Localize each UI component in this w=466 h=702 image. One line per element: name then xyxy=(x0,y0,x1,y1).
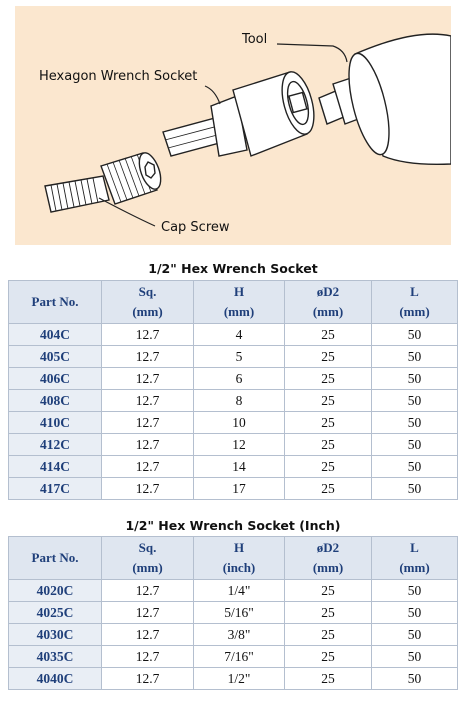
socket-diagram xyxy=(15,6,451,245)
table-row: 406C 12.7 6 25 50 xyxy=(9,368,458,390)
label-hexagon-wrench-socket: Hexagon Wrench Socket xyxy=(39,69,198,84)
header-h: H (inch) xyxy=(194,537,285,580)
table-row: 408C 12.7 8 25 50 xyxy=(9,390,458,412)
diameter-icon: ø xyxy=(316,540,324,555)
header-part-no: Part No. xyxy=(9,537,102,580)
table-row: 4030C 12.7 3/8" 25 50 xyxy=(9,624,458,646)
table-row: 4040C 12.7 1/2" 25 50 xyxy=(9,668,458,690)
diameter-icon: ø xyxy=(316,284,324,299)
table-row: 4020C 12.7 1/4" 25 50 xyxy=(9,580,458,602)
tool-drawing xyxy=(319,34,451,164)
table-row: 410C 12.7 10 25 50 xyxy=(9,412,458,434)
header-l: L (mm) xyxy=(372,281,458,324)
table-row: 405C 12.7 5 25 50 xyxy=(9,346,458,368)
table2-title: 1/2" Hex Wrench Socket (Inch) xyxy=(125,518,341,533)
header-h: H (mm) xyxy=(194,281,285,324)
table-row: 414C 12.7 14 25 50 xyxy=(9,456,458,478)
header-d2: øD2 (mm) xyxy=(285,537,372,580)
socket-illustration xyxy=(15,6,451,245)
cap-screw-drawing xyxy=(45,150,165,212)
table1-header-row xyxy=(9,281,458,324)
header-d2: øD2 (mm) xyxy=(285,281,372,324)
header-sq: Sq. (mm) xyxy=(102,281,194,324)
table2-header-row xyxy=(9,537,458,580)
table-row: 417C 12.7 17 25 50 xyxy=(9,478,458,500)
label-cap-screw: Cap Screw xyxy=(161,220,230,235)
header-l: L (mm) xyxy=(372,537,458,580)
table-row: 4025C 12.7 5/16" 25 50 xyxy=(9,602,458,624)
table-row: 404C 12.7 4 25 50 xyxy=(9,324,458,346)
table-row: 412C 12.7 12 25 50 xyxy=(9,434,458,456)
table-row: 4035C 12.7 7/16" 25 50 xyxy=(9,646,458,668)
label-tool: Tool xyxy=(242,32,268,47)
header-part-no: Part No. xyxy=(9,281,102,324)
table2-inch xyxy=(8,536,458,690)
table1-title: 1/2" Hex Wrench Socket xyxy=(148,261,318,276)
table1-metric xyxy=(8,280,458,500)
header-sq: Sq. (mm) xyxy=(102,537,194,580)
